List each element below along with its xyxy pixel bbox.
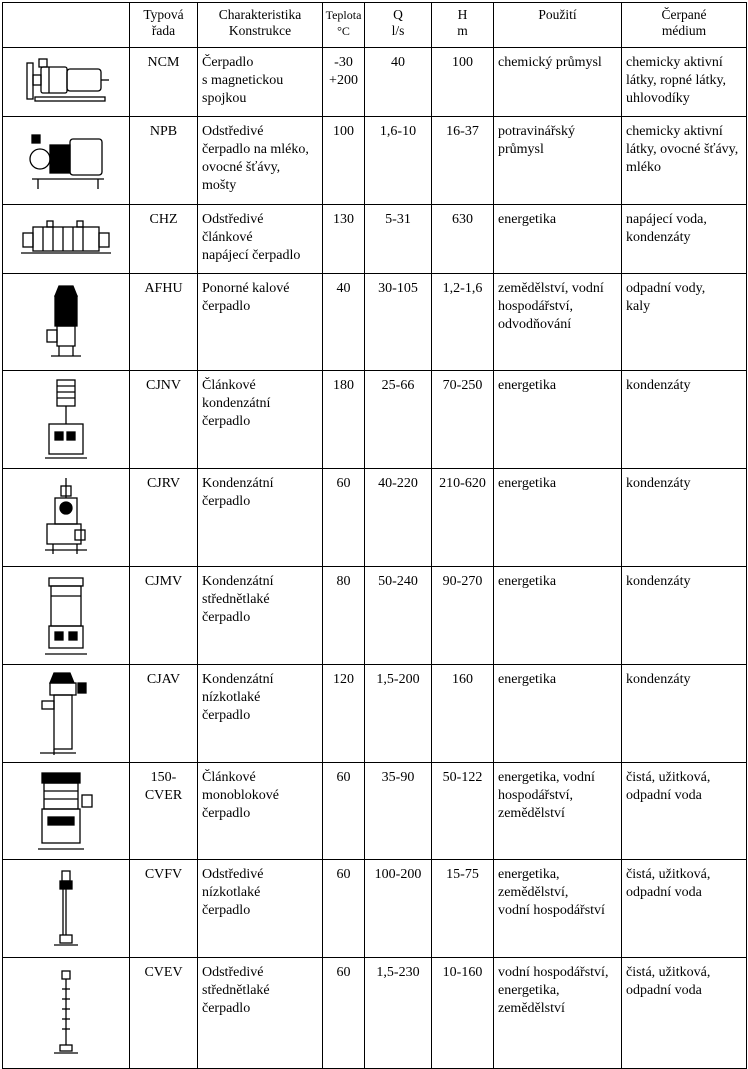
- series-cell: CVEV: [130, 958, 198, 1069]
- condensate-pump-cjav-icon: [3, 671, 129, 757]
- temperature-cell: 180: [323, 371, 365, 469]
- medium-pressure-vertical-pump-icon: [3, 969, 129, 1057]
- flow-cell: 100-200: [365, 860, 432, 958]
- pump-image-cell: [3, 469, 130, 567]
- temperature-cell: 60: [323, 763, 365, 860]
- flow-cell: 40-220: [365, 469, 432, 567]
- series-cell: AFHU: [130, 274, 198, 371]
- characteristics-cell: Odstředivé střednětlaké čerpadlo: [198, 958, 323, 1069]
- temperature-cell: 60: [323, 469, 365, 567]
- flow-cell: 40: [365, 48, 432, 117]
- series-cell: NCM: [130, 48, 198, 117]
- header-image: [3, 3, 130, 48]
- flow-cell: 1,5-200: [365, 665, 432, 763]
- flow-cell: 1,6-10: [365, 117, 432, 205]
- usage-cell: vodní hospodářství, energetika, zemědělství: [494, 958, 622, 1069]
- characteristics-cell: Ponorné kalové čerpadlo: [198, 274, 323, 371]
- head-cell: 90-270: [432, 567, 494, 665]
- head-cell: 16-37: [432, 117, 494, 205]
- temperature-cell: 60: [323, 958, 365, 1069]
- medium-cell: kondenzáty: [622, 567, 747, 665]
- series-cell: CJRV: [130, 469, 198, 567]
- table-row: [3, 567, 747, 665]
- characteristics-cell: Článkové monoblokové čerpadlo: [198, 763, 323, 860]
- series-cell: 150- CVER: [130, 763, 198, 860]
- pump-image-cell: [3, 860, 130, 958]
- medium-cell: napájecí voda, kondenzáty: [622, 205, 747, 274]
- low-pressure-vertical-pump-icon: [3, 869, 129, 949]
- pump-table: [2, 2, 747, 1069]
- series-cell: NPB: [130, 117, 198, 205]
- medium-cell: čistá, užitková, odpadní voda: [622, 763, 747, 860]
- table-row: [3, 958, 747, 1069]
- pump-image-cell: [3, 205, 130, 274]
- pump-image-cell: [3, 665, 130, 763]
- table-row: [3, 371, 747, 469]
- medium-cell: kondenzáty: [622, 371, 747, 469]
- header-row: [3, 3, 747, 48]
- pump-image-cell: [3, 958, 130, 1069]
- usage-cell: energetika: [494, 665, 622, 763]
- temperature-cell: 40: [323, 274, 365, 371]
- head-cell: 70-250: [432, 371, 494, 469]
- head-cell: 100: [432, 48, 494, 117]
- series-cell: CHZ: [130, 205, 198, 274]
- condensate-pump-cjrv-icon: [3, 476, 129, 560]
- table-row: [3, 274, 747, 371]
- medium-cell: odpadní vody, kaly: [622, 274, 747, 371]
- header-characteristics: Charakteristika Konstrukce: [198, 3, 323, 48]
- pump-image-cell: [3, 117, 130, 205]
- usage-cell: energetika, zemědělství, vodní hospodářství: [494, 860, 622, 958]
- characteristics-cell: Čerpadlo s magnetickou spojkou: [198, 48, 323, 117]
- medium-cell: kondenzáty: [622, 469, 747, 567]
- temperature-cell: 60: [323, 860, 365, 958]
- header-head: H m: [432, 3, 494, 48]
- table-row: [3, 469, 747, 567]
- temperature-cell: 100: [323, 117, 365, 205]
- header-temperature: Teplota °C: [323, 3, 365, 48]
- medium-cell: chemicky aktivní látky, ropné látky, uhlovodíky: [622, 48, 747, 117]
- head-cell: 50-122: [432, 763, 494, 860]
- series-cell: CJNV: [130, 371, 198, 469]
- monoblock-pump-icon: [3, 769, 129, 853]
- head-cell: 210-620: [432, 469, 494, 567]
- head-cell: 1,2-1,6: [432, 274, 494, 371]
- food-pump-icon: [3, 129, 129, 193]
- flow-cell: 50-240: [365, 567, 432, 665]
- usage-cell: chemický průmysl: [494, 48, 622, 117]
- header-medium: Čerpané médium: [622, 3, 747, 48]
- characteristics-cell: Odstředivé nízkotlaké čerpadlo: [198, 860, 323, 958]
- head-cell: 15-75: [432, 860, 494, 958]
- header-series: Typová řada: [130, 3, 198, 48]
- usage-cell: energetika: [494, 371, 622, 469]
- pump-image-cell: [3, 371, 130, 469]
- table-row: [3, 665, 747, 763]
- magnetic-drive-pump-icon: [3, 57, 129, 107]
- pump-image-cell: [3, 274, 130, 371]
- submersible-sludge-pump-icon: [3, 282, 129, 362]
- pump-image-cell: [3, 48, 130, 117]
- header-flow: Q l/s: [365, 3, 432, 48]
- table-row: [3, 48, 747, 117]
- series-cell: CVFV: [130, 860, 198, 958]
- medium-cell: kondenzáty: [622, 665, 747, 763]
- temperature-cell: 130: [323, 205, 365, 274]
- flow-cell: 35-90: [365, 763, 432, 860]
- series-cell: CJMV: [130, 567, 198, 665]
- usage-cell: zemědělství, vodní hospodářství, odvodňování: [494, 274, 622, 371]
- condensate-pump-cjmv-icon: [3, 574, 129, 658]
- table-row: [3, 205, 747, 274]
- pump-image-cell: [3, 567, 130, 665]
- characteristics-cell: Odstředivé článkové napájecí čerpadlo: [198, 205, 323, 274]
- usage-cell: potravinářský průmysl: [494, 117, 622, 205]
- temperature-cell: -30 +200: [323, 48, 365, 117]
- multistage-feed-pump-icon: [3, 219, 129, 259]
- characteristics-cell: Kondenzátní střednětlaké čerpadlo: [198, 567, 323, 665]
- condensate-pump-cjnv-icon: [3, 378, 129, 462]
- table-row: [3, 860, 747, 958]
- temperature-cell: 120: [323, 665, 365, 763]
- medium-cell: chemicky aktivní látky, ovocné šťávy, mléko: [622, 117, 747, 205]
- flow-cell: 5-31: [365, 205, 432, 274]
- medium-cell: čistá, užitková, odpadní voda: [622, 958, 747, 1069]
- header-usage: Použití: [494, 3, 622, 48]
- head-cell: 10-160: [432, 958, 494, 1069]
- usage-cell: energetika: [494, 567, 622, 665]
- usage-cell: energetika: [494, 469, 622, 567]
- flow-cell: 25-66: [365, 371, 432, 469]
- series-cell: CJAV: [130, 665, 198, 763]
- characteristics-cell: Kondenzátní nízkotlaké čerpadlo: [198, 665, 323, 763]
- characteristics-cell: Kondenzátní čerpadlo: [198, 469, 323, 567]
- pump-image-cell: [3, 763, 130, 860]
- usage-cell: energetika: [494, 205, 622, 274]
- characteristics-cell: Článkové kondenzátní čerpadlo: [198, 371, 323, 469]
- flow-cell: 1,5-230: [365, 958, 432, 1069]
- table-row: [3, 763, 747, 860]
- characteristics-cell: Odstředivé čerpadlo na mléko, ovocné šťávy, mošty: [198, 117, 323, 205]
- head-cell: 630: [432, 205, 494, 274]
- temperature-cell: 80: [323, 567, 365, 665]
- table-row: [3, 117, 747, 205]
- head-cell: 160: [432, 665, 494, 763]
- flow-cell: 30-105: [365, 274, 432, 371]
- usage-cell: energetika, vodní hospodářství, zemědělství: [494, 763, 622, 860]
- medium-cell: čistá, užitková, odpadní voda: [622, 860, 747, 958]
